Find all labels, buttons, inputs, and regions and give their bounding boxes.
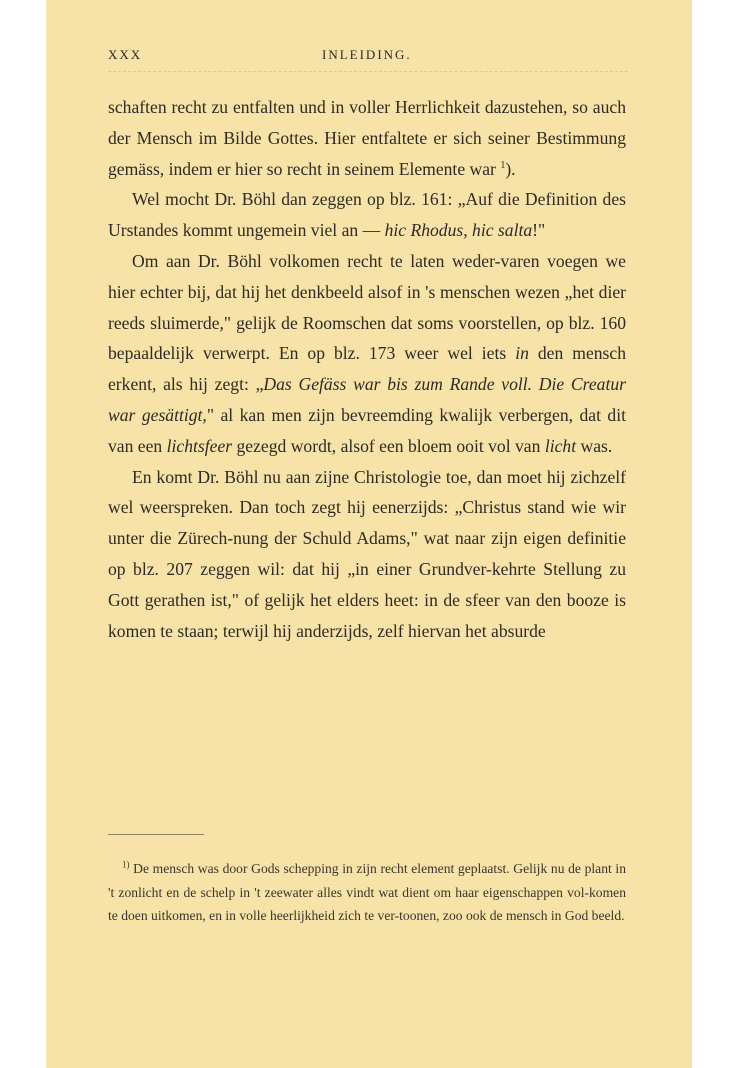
paragraph-1: schaften recht zu entfalten und in voller Herrlichkeit dazustehen, so auch der Mensch im Bilde Gottes. Hier entfaltete er sich seiner Bestimmung gemäss, indem er hier so recht in seinem Elemente war $^1$).	[108, 97, 626, 179]
footnote-ref: 1	[500, 159, 506, 171]
body-text	[108, 92, 626, 646]
footnote	[108, 857, 626, 928]
footnote-rule	[108, 834, 204, 835]
header-rule	[108, 71, 628, 72]
paragraph-3: Om aan Dr. Böhl volkomen recht te laten weder-varen voegen we hier echter bij, dat hij het denkbeeld alsof in 's menschen wezen „het dier reeds sluimerde," gelijk de Roomschen dat soms voorstellen, op blz. 160 bepaaldelijk verwerpt. En op blz. 173 weer wel iets in den mensch erkent, als hij zegt: „Das Gefäss war bis zum Rande voll. Die Creatur war gesättigt," al kan men zijn bevreemding kwalijk verbergen, dat dit van een lichtsfeer gezegd wordt, alsof een bloem ooit vol van licht was.	[108, 250, 627, 456]
paragraph-4: En komt Dr. Böhl nu aan zijne Christologie toe, dan moet hij zichzelf wel weerspreken. Dan toch zegt hij eenerzijds: „Christus stand wie wir unter die Zürech-nung der Schuld Adams," wat naar zijn eigen definitie op blz. 207 zeggen wil: dat hij „in einer Grundver-kehrte Stellung zu Gott gerathen ist," of gelijk het elders heet: in de sfeer van den booze is komen te staan; terwijl hij anderzijds, zelf hiervan het absurde	[108, 466, 626, 641]
page-number: XXX	[108, 47, 143, 62]
book-page	[46, 0, 692, 1068]
footnote-text: De mensch was door Gods schepping in zijn recht element geplaatst. Gelijk nu de plant in 't zonlicht en de schelp in 't zeewater alles vindt wat dient om haar eigenschappen vol-komen te doen uitkomen, en in volle heerlijkheid zich te ver-toonen, zoo ook de mensch in God beeld.	[108, 861, 626, 924]
footnote-marker: 1)	[122, 859, 130, 870]
running-title: INLEIDING.	[322, 47, 412, 62]
paragraph-2: Wel mocht Dr. Böhl dan zeggen op blz. 161: „Auf die Definition des Urstandes kommt ungemein viel an — hic Rhodus, hic salta!"	[108, 189, 626, 241]
